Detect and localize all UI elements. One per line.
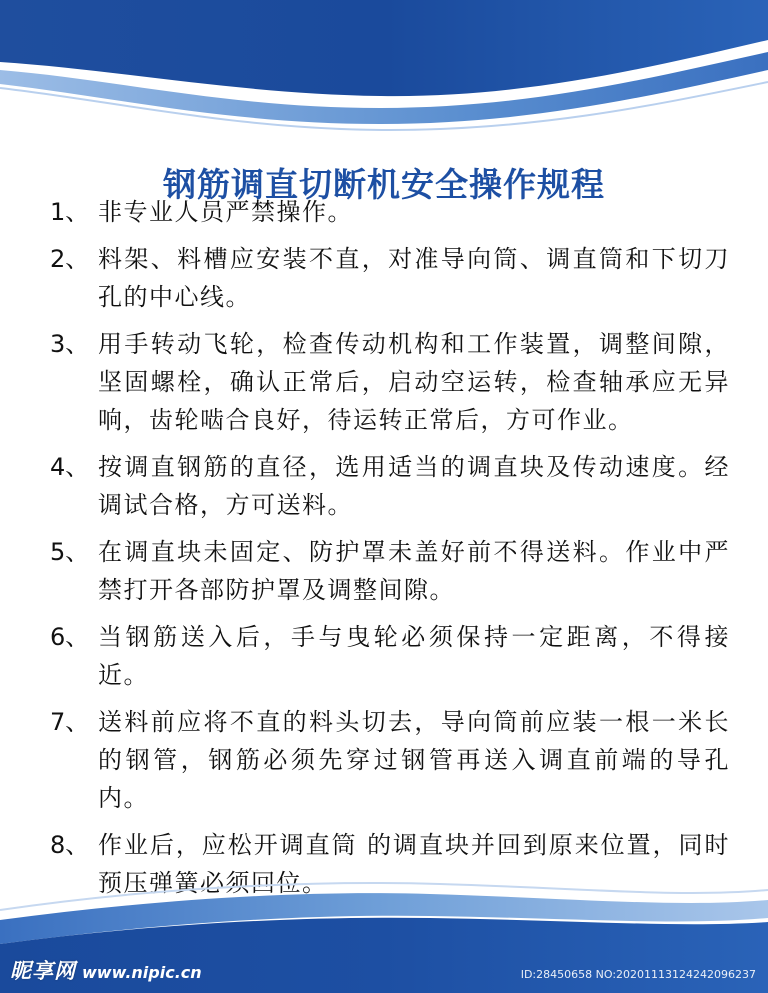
- rule-number: 7、: [50, 708, 90, 736]
- rule-number: 3、: [50, 330, 90, 358]
- rule-text: 当钢筋送入后，手与曳轮必须保持一定距离，不得接近。: [98, 623, 730, 689]
- watermark-logo: 昵享网: [10, 959, 76, 983]
- rule-item-5: [50, 533, 730, 609]
- rule-text: 作业后，应松开调直筒 的调直块并回到原来位置，同时预压弹簧必须回位。: [98, 831, 730, 897]
- rule-number: 2、: [50, 245, 90, 273]
- rule-text: 用手转动飞轮，检查传动机构和工作装置，调整间隙，坚固螺栓，确认正常后，启动空运转，检查轴承应无异响，齿轮啮合良好，待运转正常后，方可作业。: [98, 330, 730, 434]
- rule-number: 6、: [50, 623, 90, 651]
- rule-item-2: [50, 240, 730, 316]
- watermark-brand: [10, 955, 202, 985]
- rule-text: 按调直钢筋的直径，选用适当的调直块及传动速度。经调试合格，方可送料。: [98, 453, 730, 519]
- watermark-url: www.nipic.cn: [82, 963, 202, 982]
- rule-text: 非专业人员严禁操作。: [98, 198, 353, 226]
- top-wave-decoration: [0, 0, 768, 140]
- rule-text: 料架、料槽应安装不直，对准导向筒、调直筒和下切刀孔的中心线。: [98, 245, 730, 311]
- watermark-id: ID:28450658 NO:20201113124242096237: [520, 968, 756, 981]
- rule-number: 5、: [50, 538, 90, 566]
- rule-item-6: [50, 618, 730, 694]
- rules-list: [50, 193, 730, 911]
- rule-number: 4、: [50, 453, 90, 481]
- rule-item-4: [50, 448, 730, 524]
- poster-title: 钢筋调直切断机安全操作规程: [163, 165, 605, 205]
- rule-item-3: [50, 325, 730, 439]
- rule-number: 1、: [50, 198, 90, 226]
- rule-text: 在调直块未固定、防护罩未盖好前不得送料。作业中严禁打开各部防护罩及调整间隙。: [98, 538, 730, 604]
- rule-text: 送料前应将不直的料头切去，导向筒前应装一根一米长的钢管，钢筋必须先穿过钢管再送入调直前端的导孔内。: [98, 708, 730, 812]
- rule-item-1: [50, 193, 730, 231]
- rule-number: 8、: [50, 831, 90, 859]
- rule-item-7: [50, 703, 730, 817]
